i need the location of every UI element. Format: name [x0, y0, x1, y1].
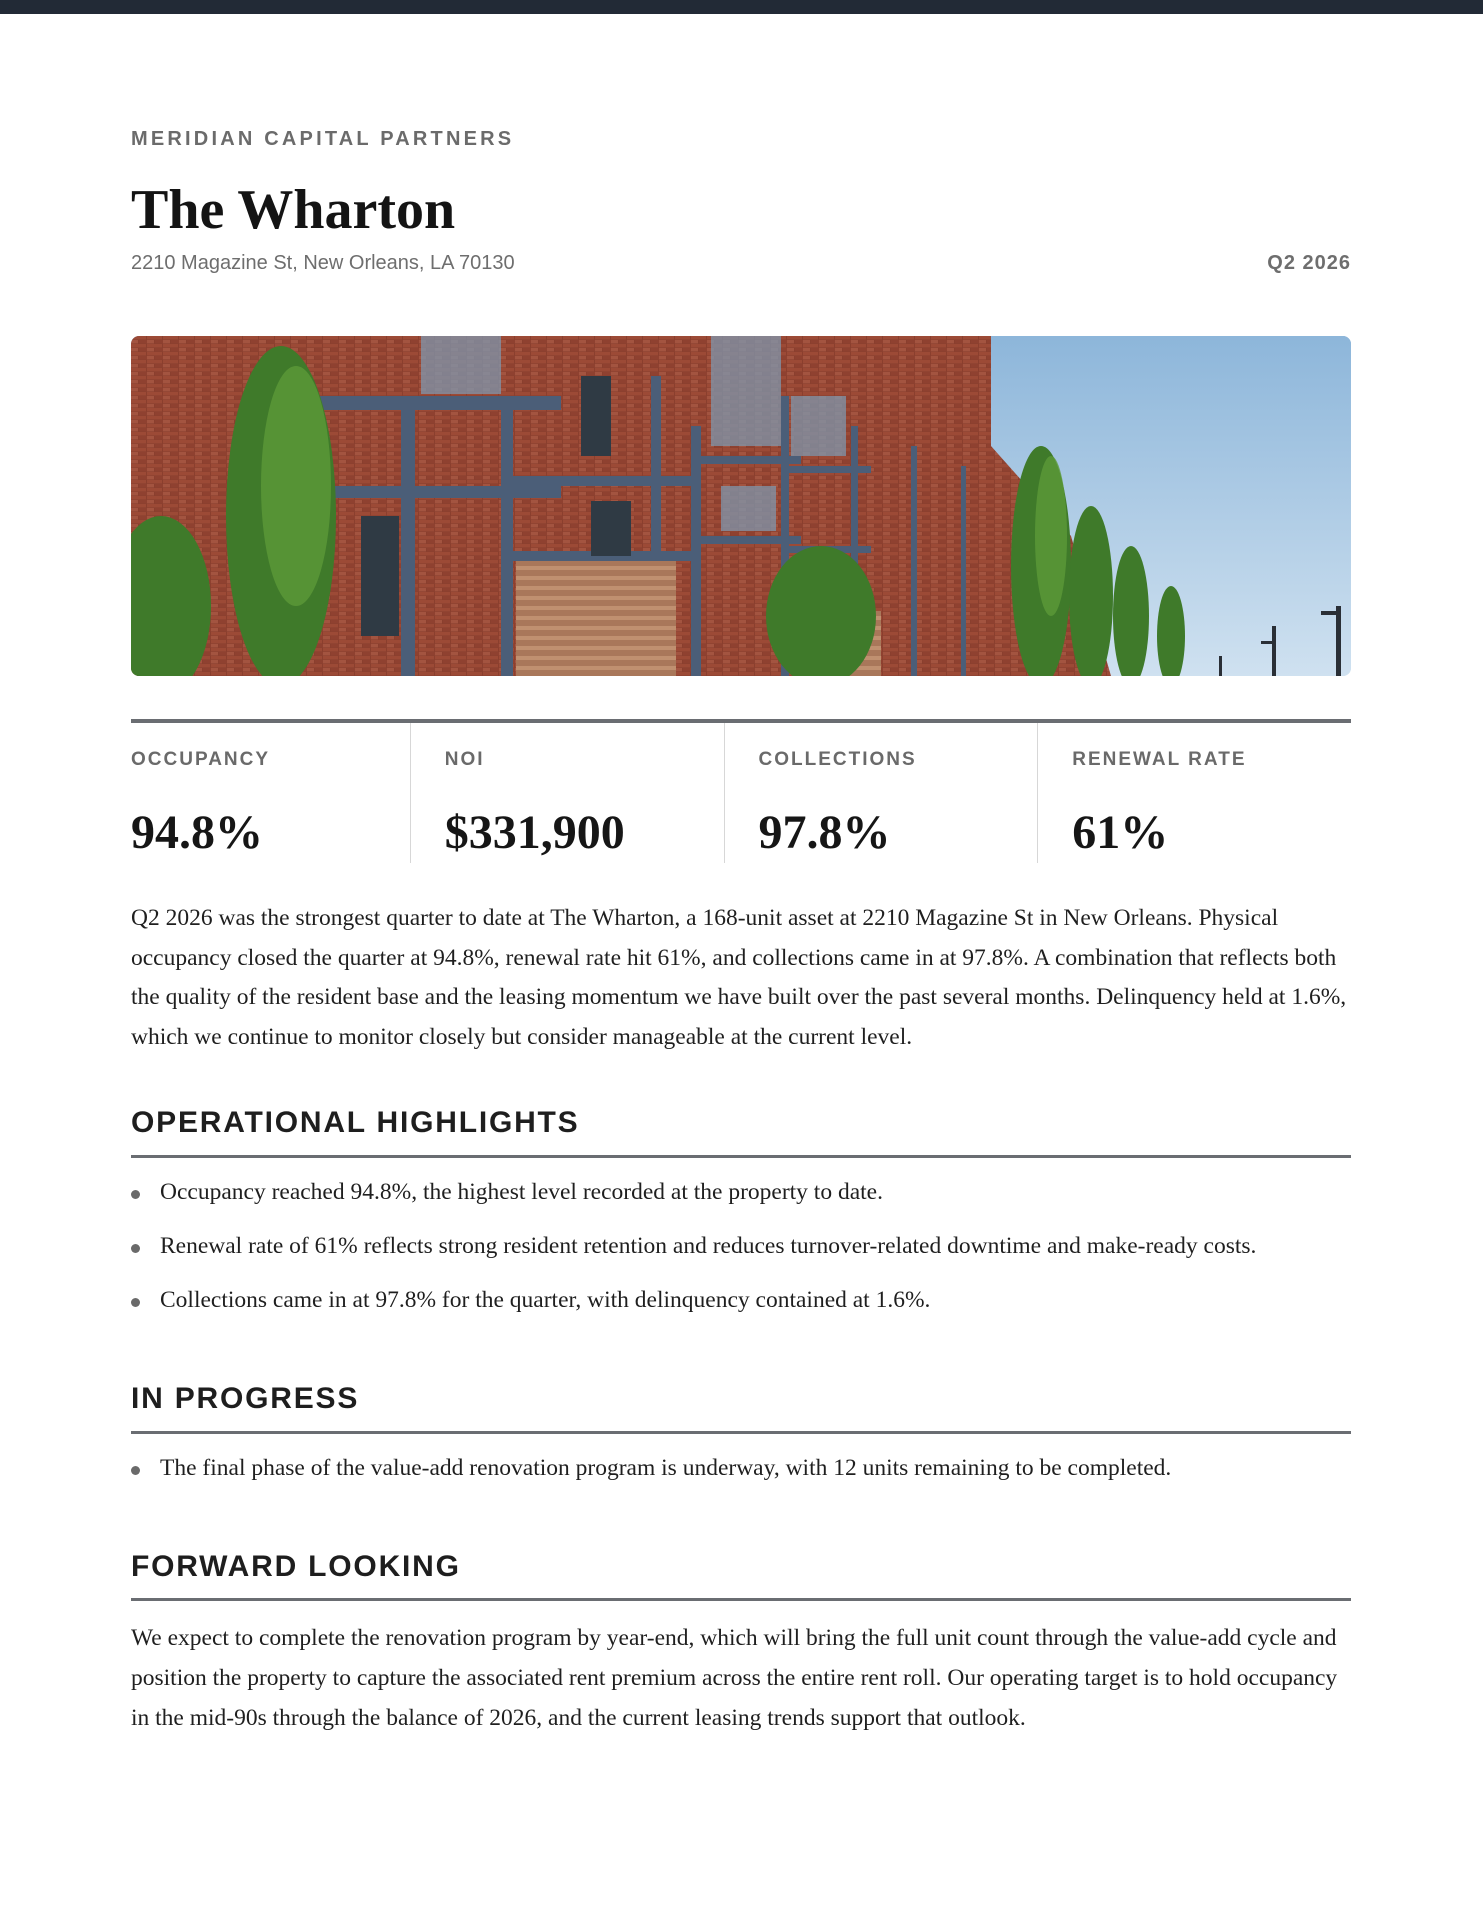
metric-value: $331,900 [444, 806, 625, 859]
metric-noi [410, 723, 724, 863]
bullet-icon [131, 1298, 140, 1307]
intro-paragraph: Q2 2026 was the strongest quarter to date at The Wharton, a 168-unit asset at 2210 Magazine St in New Orleans. Physical occupancy closed the quarter at 94.8%, renewal rate hit 61%, and collections came in at 97.8%. A combination that reflects both the quality of the resident base and the leasing momentum we have built over the past several months. Delinquency held at 1.6%, which we continue to monitor closely but consider manageable at the current level. [131, 905, 1347, 1050]
section-title-in-progress: IN PROGRESS [131, 1382, 360, 1415]
metrics-row [131, 723, 1351, 863]
operational-highlights-list [131, 1177, 1351, 1339]
section-rule [131, 1431, 1351, 1434]
list-item [131, 1177, 1351, 1207]
property-title: The Wharton [131, 179, 456, 241]
bullet-icon [131, 1466, 140, 1475]
list-item [131, 1453, 1351, 1483]
list-item-text: The final phase of the value-add renovation program is underway, with 12 units remaining to be completed. [160, 1455, 1172, 1481]
metric-renewal-rate [1037, 723, 1351, 863]
section-title-forward-looking: FORWARD LOOKING [131, 1550, 461, 1583]
metric-label: NOI [444, 749, 485, 770]
section-rule [131, 1155, 1351, 1158]
bullet-icon [131, 1190, 140, 1199]
metric-occupancy [131, 723, 410, 863]
top-bar [0, 0, 1483, 14]
metric-label: OCCUPANCY [131, 749, 271, 770]
list-item [131, 1231, 1351, 1261]
list-item [131, 1285, 1351, 1315]
forward-looking-paragraph: We expect to complete the renovation program by year-end, which will bring the full unit count through the value-add cycle and position the property to capture the associated rent premium across the entire rent roll. Our operating target is to hold occupancy in the mid-90s through the balance of 2026, and the current leasing trends support that outlook. [131, 1625, 1338, 1731]
firm-name: MERIDIAN CAPITAL PARTNERS [131, 128, 515, 150]
metric-collections [724, 723, 1038, 863]
section-rule [131, 1598, 1351, 1601]
section-title-operational-highlights: OPERATIONAL HIGHLIGHTS [131, 1106, 580, 1139]
metric-label: RENEWAL RATE [1072, 749, 1247, 770]
property-photo [131, 336, 1351, 676]
property-address: 2210 Magazine St, New Orleans, LA 70130 [131, 252, 515, 274]
report-period: Q2 2026 [1267, 252, 1351, 274]
metric-value: 94.8% [131, 806, 263, 859]
bullet-icon [131, 1244, 140, 1253]
metric-label: COLLECTIONS [758, 749, 917, 770]
metric-value: 97.8% [758, 806, 891, 859]
metric-value: 61% [1072, 806, 1169, 859]
in-progress-list [131, 1453, 1351, 1507]
list-item-text: Renewal rate of 61% reflects strong resident retention and reduces turnover-related downtime and make-ready costs. [160, 1233, 1257, 1259]
list-item-text: Collections came in at 97.8% for the quarter, with delinquency contained at 1.6%. [160, 1287, 931, 1313]
list-item-text: Occupancy reached 94.8%, the highest level recorded at the property to date. [160, 1179, 883, 1205]
